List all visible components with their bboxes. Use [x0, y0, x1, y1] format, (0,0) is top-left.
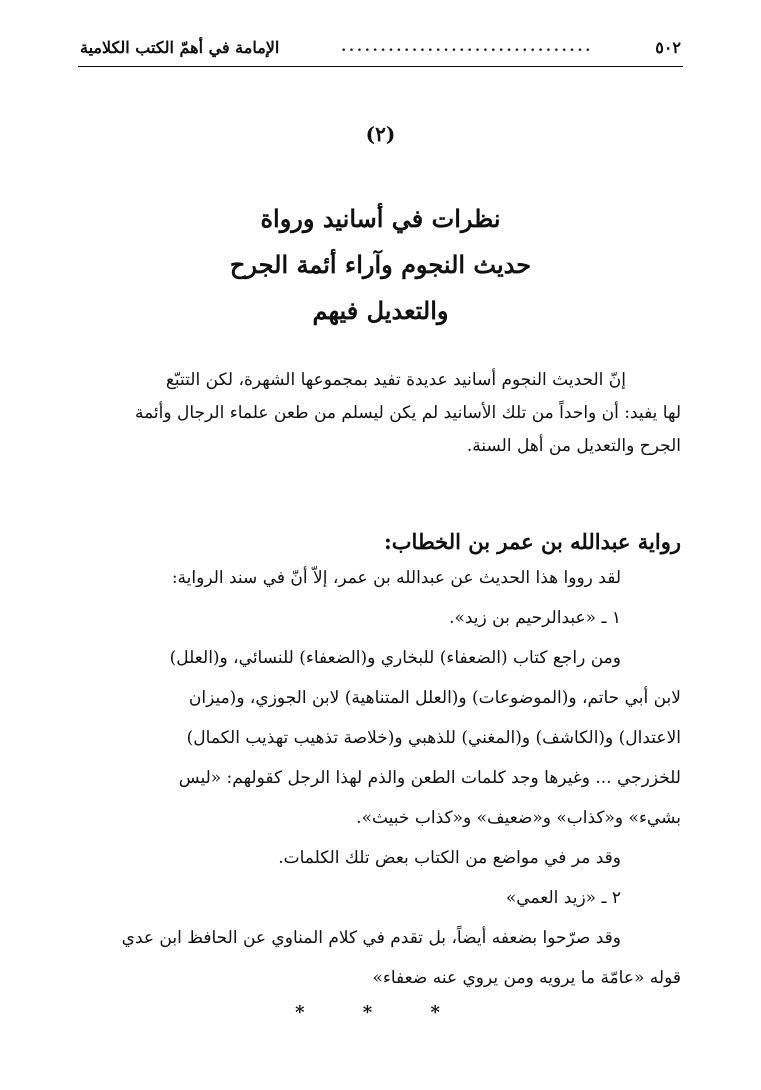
- page-number: ٥٠٢: [655, 37, 681, 57]
- intro-line: لها يفيد: أن واحداً من تلك الأسانيد لم يكن ليسلم من طعن علماء الرجال وأئمة: [134, 403, 681, 423]
- header-rule: [78, 66, 683, 67]
- narrator-item-2: ٢ ـ «زيد العمي»: [505, 888, 621, 908]
- body-line: بشيء» و«كذاب» و«ضعيف» و«كذاب خبيث».: [356, 808, 681, 828]
- running-header: [80, 30, 681, 64]
- body-line: لابن أبي حاتم، و(الموضوعات) و(العلل المتناهية) لابن الجوزي، و(ميزان: [188, 688, 681, 708]
- intro-paragraph: [80, 364, 681, 463]
- title-line: حديث النجوم وآراء أئمة الجرح: [229, 250, 532, 279]
- intro-line: الجرح والتعديل من أهل السنة.: [466, 436, 681, 456]
- body-line: الاعتدال) و(الكاشف) و(المغني) للذهبي و(خلاصة تذهيب تهذيب الكمال): [186, 728, 681, 748]
- body-line: وقد صرّحوا بضعفه أيضاً، بل تقدم في كلام المناوي عن الحافظ ابن عدي: [121, 928, 621, 948]
- section-subheading: رواية عبدالله بن عمر بن الخطاب:: [384, 529, 681, 554]
- body-line: للخزرجي ... وغيرها وجد كلمات الطعن والذم لهذا الرجل كقولهم: «ليس: [178, 768, 681, 788]
- body-line: قوله «عامّة ما يرويه ومن يروي عنه ضعفاء»: [372, 968, 681, 988]
- running-title: الإمامة في أهمّ الكتب الكلامية: [80, 37, 280, 57]
- header-leader-dots: ................................: [341, 39, 594, 55]
- chapter-title: [0, 196, 761, 334]
- section-number: (٢): [365, 122, 396, 146]
- section-separator: * * *: [295, 1002, 466, 1023]
- narrator-item-1: ١ ـ «عبدالرحيم بن زيد».: [449, 608, 621, 628]
- title-line: نظرات في أسانيد ورواة: [260, 204, 501, 233]
- body-line: لقد رووا هذا الحديث عن عبدالله بن عمر، إلاّ أنّ في سند الرواية:: [171, 568, 621, 588]
- intro-line: إنّ الحديث النجوم أسانيد عديدة تفيد بمجموعها الشهرة، لكن التتبّع: [165, 370, 626, 390]
- body-line: وقد مر في مواضع من الكتاب بعض تلك الكلمات.: [278, 848, 621, 868]
- title-line: والتعديل فيهم: [312, 296, 449, 325]
- body-line: ومن راجع كتاب (الضعفاء) للبخاري و(الضعفاء) للنسائي، و(العلل): [169, 648, 621, 668]
